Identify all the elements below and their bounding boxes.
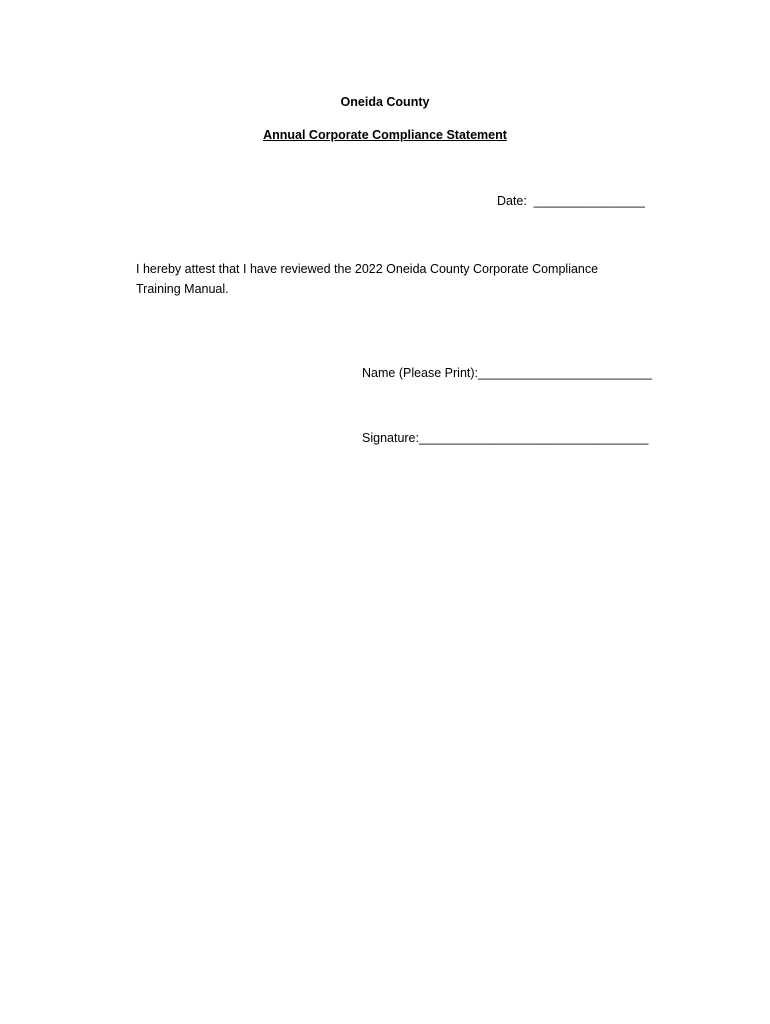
document-title: Oneida County (340, 95, 430, 109)
document-subtitle: Annual Corporate Compliance Statement (263, 128, 507, 142)
date-field-line: Date: ________________ (496, 194, 645, 208)
attestation-paragraph (136, 259, 636, 299)
attestation-line-2: Training Manual. (136, 282, 229, 296)
name-field-line: Name (Please Print):_________________________ (362, 366, 652, 380)
attestation-line-1: I hereby attest that I have reviewed the 2022 Oneida County Corporate Compliance (136, 262, 599, 276)
signature-field-line: Signature:_________________________________ (362, 431, 649, 445)
